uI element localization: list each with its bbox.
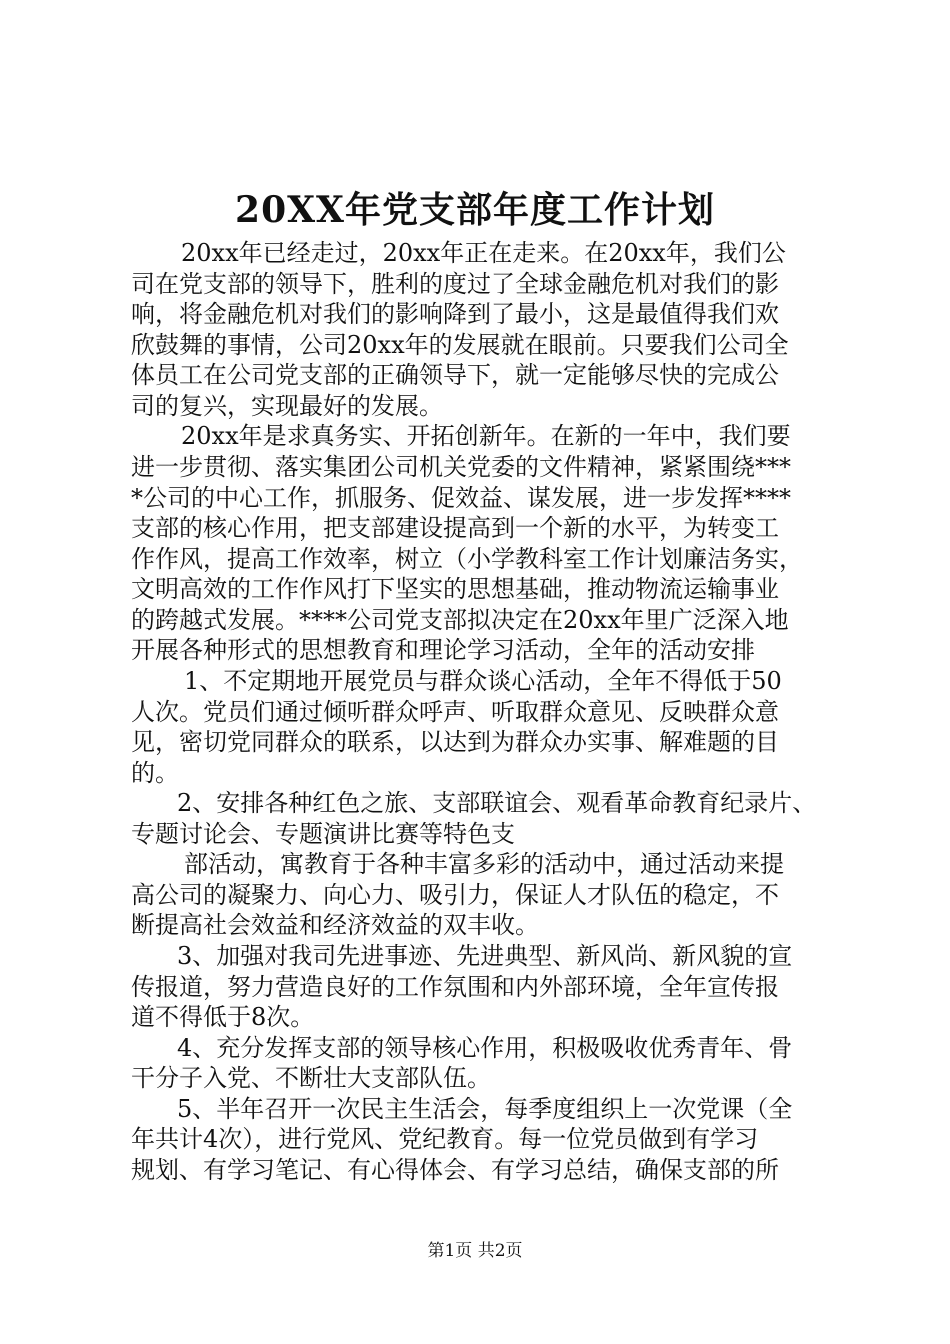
document-title: 20XX年党支部年度工作计划	[235, 189, 715, 231]
list-item-line: 4、充分发挥支部的领导核心作用，积极吸收优秀青年、骨	[177, 1034, 793, 1062]
body-line: 体员工在公司党支部的正确领导下，就一定能够尽快的完成公	[131, 361, 779, 389]
page-footer: 第1页 共2页	[427, 1241, 523, 1261]
body-line: 开展各种形式的思想教育和理论学习活动，全年的活动安排	[131, 636, 755, 664]
list-item-line: 5、半年召开一次民主生活会，每季度组织上一次党课（全	[177, 1095, 793, 1123]
body-line: 文明高效的工作作风打下坚实的思想基础，推动物流运输事业	[131, 575, 779, 603]
body-line: 作作风，提高工作效率，树立（小学教科室工作计划廉洁务实，	[131, 545, 803, 573]
body-line: 规划、有学习笔记、有心得体会、有学习总结，确保支部的所	[131, 1156, 779, 1184]
body-line: 支部的核心作用，把支部建设提高到一个新的水平，为转变工	[131, 514, 779, 542]
list-item-line: 1、不定期地开展党员与群众谈心活动，全年不得低于50	[184, 667, 782, 695]
body-line: 干分子入党、不断壮大支部队伍。	[131, 1064, 491, 1092]
body-line: 断提高社会效益和经济效益的双丰收。	[131, 911, 539, 939]
body-line: *公司的中心工作，抓服务、促效益、谋发展，进一步发挥****	[131, 484, 791, 512]
body-line: 高公司的凝聚力、向心力、吸引力，保证人才队伍的稳定，不	[131, 881, 779, 909]
body-line: 20xx年已经走过，20xx年正在走来。在20xx年，我们公	[181, 239, 786, 267]
body-line: 年共计4次），进行党风、党纪教育。每一位党员做到有学习	[131, 1125, 759, 1153]
body-line: 司在党支部的领导下，胜利的度过了全球金融危机对我们的影	[131, 270, 779, 298]
body-line: 人次。党员们通过倾听群众呼声、听取群众意见、反映群众意	[131, 698, 779, 726]
body-line: 部活动，寓教育于各种丰富多彩的活动中，通过活动来提	[184, 850, 784, 878]
body-line: 见，密切党同群众的联系，以达到为群众办实事、解难题的目	[131, 728, 779, 756]
body-line: 的跨越式发展。****公司党支部拟决定在20xx年里广泛深入地	[131, 606, 789, 634]
body-line: 欣鼓舞的事情，公司20xx年的发展就在眼前。只要我们公司全	[131, 331, 789, 359]
body-line: 传报道，努力营造良好的工作氛围和内外部环境，全年宣传报	[131, 973, 779, 1001]
body-line: 司的复兴，实现最好的发展。	[131, 392, 443, 420]
body-line: 道不得低于8次。	[131, 1003, 315, 1031]
body-line: 进一步贯彻、落实集团公司机关党委的文件精神，紧紧围绕***	[131, 453, 791, 481]
body-line: 20xx年是求真务实、开拓创新年。在新的一年中，我们要	[181, 422, 791, 450]
list-item-line: 2、安排各种红色之旅、支部联谊会、观看革命教育纪录片、	[177, 789, 817, 817]
body-line: 的。	[131, 759, 179, 787]
list-item-line: 3、加强对我司先进事迹、先进典型、新风尚、新风貌的宣	[177, 942, 793, 970]
body-line: 专题讨论会、专题演讲比赛等特色支	[131, 820, 515, 848]
body-line: 响，将金融危机对我们的影响降到了最小，这是最值得我们欢	[131, 300, 779, 328]
